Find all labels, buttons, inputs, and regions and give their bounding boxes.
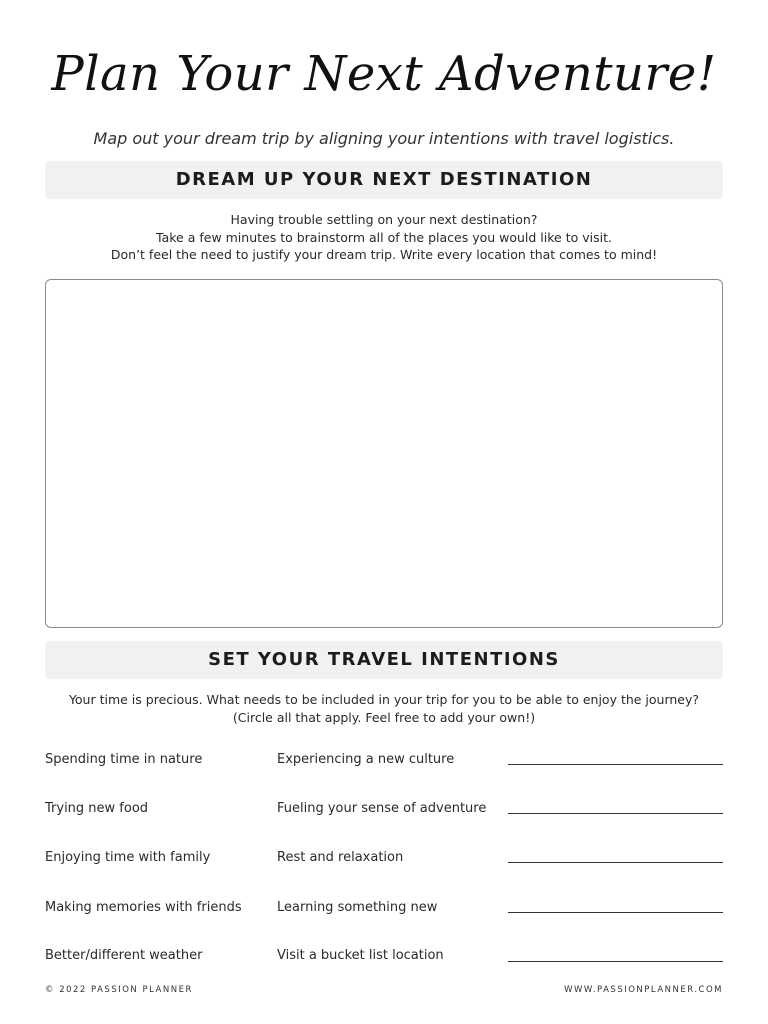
- instruction-line: Your time is precious. What needs to be included in your trip for you to be able to enjoy the journey?: [68, 692, 700, 707]
- website-link[interactable]: WWW.PASSIONPLANNER.COM: [564, 985, 723, 995]
- custom-intention-line[interactable]: [508, 912, 723, 913]
- instruction-line: Take a few minutes to brainstorm all of the places you would like to visit.: [156, 229, 612, 245]
- intention-option[interactable]: Enjoying time with family: [45, 850, 211, 865]
- intention-option[interactable]: Learning something new: [277, 900, 438, 915]
- intention-option[interactable]: Trying new food: [45, 801, 149, 816]
- custom-intention-line[interactable]: [508, 961, 723, 962]
- intention-option[interactable]: Experiencing a new culture: [277, 752, 455, 767]
- intention-option[interactable]: Making memories with friends: [45, 900, 242, 915]
- instruction-line: Having trouble settling on your next destination?: [230, 212, 538, 227]
- destination-instructions: [0, 211, 768, 264]
- intentions-instructions: [0, 691, 768, 726]
- copyright-notice: © 2022 PASSION PLANNER: [45, 985, 193, 995]
- intention-option[interactable]: Visit a bucket list location: [277, 948, 444, 963]
- intention-option[interactable]: Fueling your sense of adventure: [277, 801, 487, 816]
- section-heading-intentions: SET YOUR TRAVEL INTENTIONS: [45, 641, 723, 679]
- custom-intention-line[interactable]: [508, 764, 723, 765]
- instruction-line: Don’t feel the need to justify your dream trip. Write every location that comes to mind!: [110, 247, 658, 262]
- page-subtitle: Map out your dream trip by aligning your intentions with travel logistics.: [93, 129, 675, 148]
- intention-option[interactable]: Better/different weather: [45, 948, 203, 963]
- custom-intention-line[interactable]: [508, 813, 723, 814]
- brainstorm-writing-box[interactable]: [45, 279, 723, 628]
- section-heading-destination: DREAM UP YOUR NEXT DESTINATION: [45, 161, 723, 199]
- page-title: Plan Your Next Adventure!: [51, 46, 717, 102]
- intention-option[interactable]: Rest and relaxation: [277, 850, 404, 865]
- intention-option[interactable]: Spending time in nature: [45, 752, 203, 767]
- instruction-line: (Circle all that apply. Feel free to add your own!): [232, 709, 536, 725]
- custom-intention-line[interactable]: [508, 862, 723, 863]
